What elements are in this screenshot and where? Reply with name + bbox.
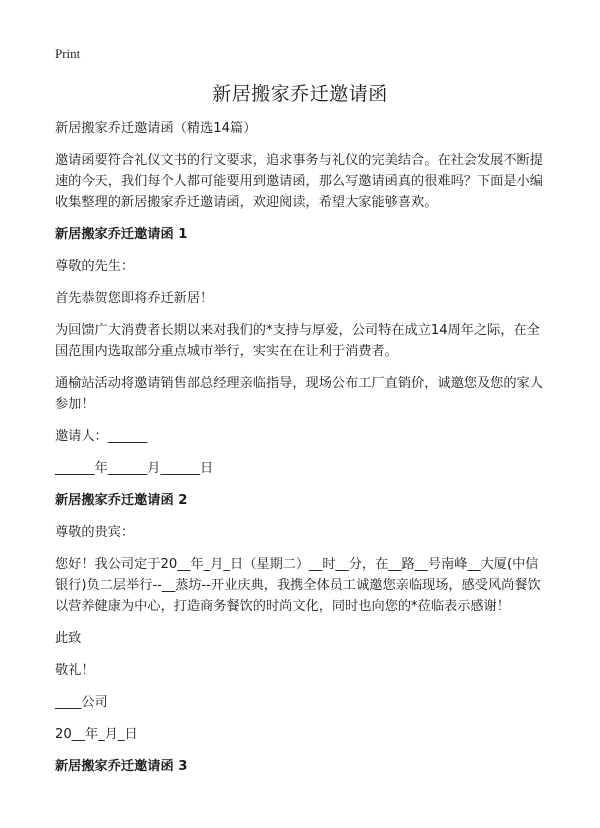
- letter-1-heading: 新居搬家乔迁邀请函 1: [55, 227, 188, 242]
- letter-3-heading: 新居搬家乔迁邀请函 3: [55, 759, 188, 774]
- document-subtitle: 新居搬家乔迁邀请函（精选14篇）: [55, 121, 257, 136]
- letter-1-paragraph-1: 首先恭贺您即将乔迁新居！: [55, 291, 214, 306]
- letter-1-date: ______年______月______日: [55, 461, 214, 476]
- letter-2-date: 20__年_月_日: [55, 727, 138, 742]
- document-body: [55, 118, 547, 788]
- letter-2-heading: 新居搬家乔迁邀请函 2: [55, 493, 188, 508]
- letter-1-paragraph-3: 通榆站活动将邀请销售部总经理亲临指导，现场公布工厂直销价，诚邀您及您的家人参加！: [55, 376, 543, 412]
- letter-1-inviter: 邀请人：______: [55, 429, 148, 444]
- letter-2-salutation: 尊敬的贵宾：: [55, 525, 135, 540]
- letter-2-closing-1: 此致: [55, 631, 82, 646]
- page-title: 新居搬家乔迁邀请函: [212, 83, 388, 105]
- print-label[interactable]: Print: [55, 46, 81, 61]
- intro-paragraph: 邀请函要符合礼仪文书的行文要求，追求事务与礼仪的完美结合。在社会发展不断提速的今天，我们每个人都可能要用到邀请函，那么写邀请函真的很难吗？下面是小编收集整理的新居搬家乔迁邀请函，欢迎阅读，希望大家能够喜欢。: [55, 153, 543, 210]
- letter-2-company: ____公司: [55, 695, 108, 710]
- letter-2-paragraph-1: 您好！我公司定于20__年_月_日（星期二）__时__分，在__路__号南峰__大厦(中信银行)负二层举行--__蒸坊--开业庆典，我携全体员工诚邀您亲临现场，感受风尚餐饮以营养健康为中心，打造商务餐饮的时尚文化，同时也向您的*莅临表示感谢！: [55, 557, 541, 614]
- letter-2-closing-2: 敬礼！: [55, 663, 95, 678]
- letter-1-salutation: 尊敬的先生：: [55, 259, 135, 274]
- letter-1-paragraph-2: 为回馈广大消费者长期以来对我们的*支持与厚爱，公司特在成立14周年之际，在全国范围内选取部分重点城市举行，实实在在让利于消费者。: [55, 323, 540, 359]
